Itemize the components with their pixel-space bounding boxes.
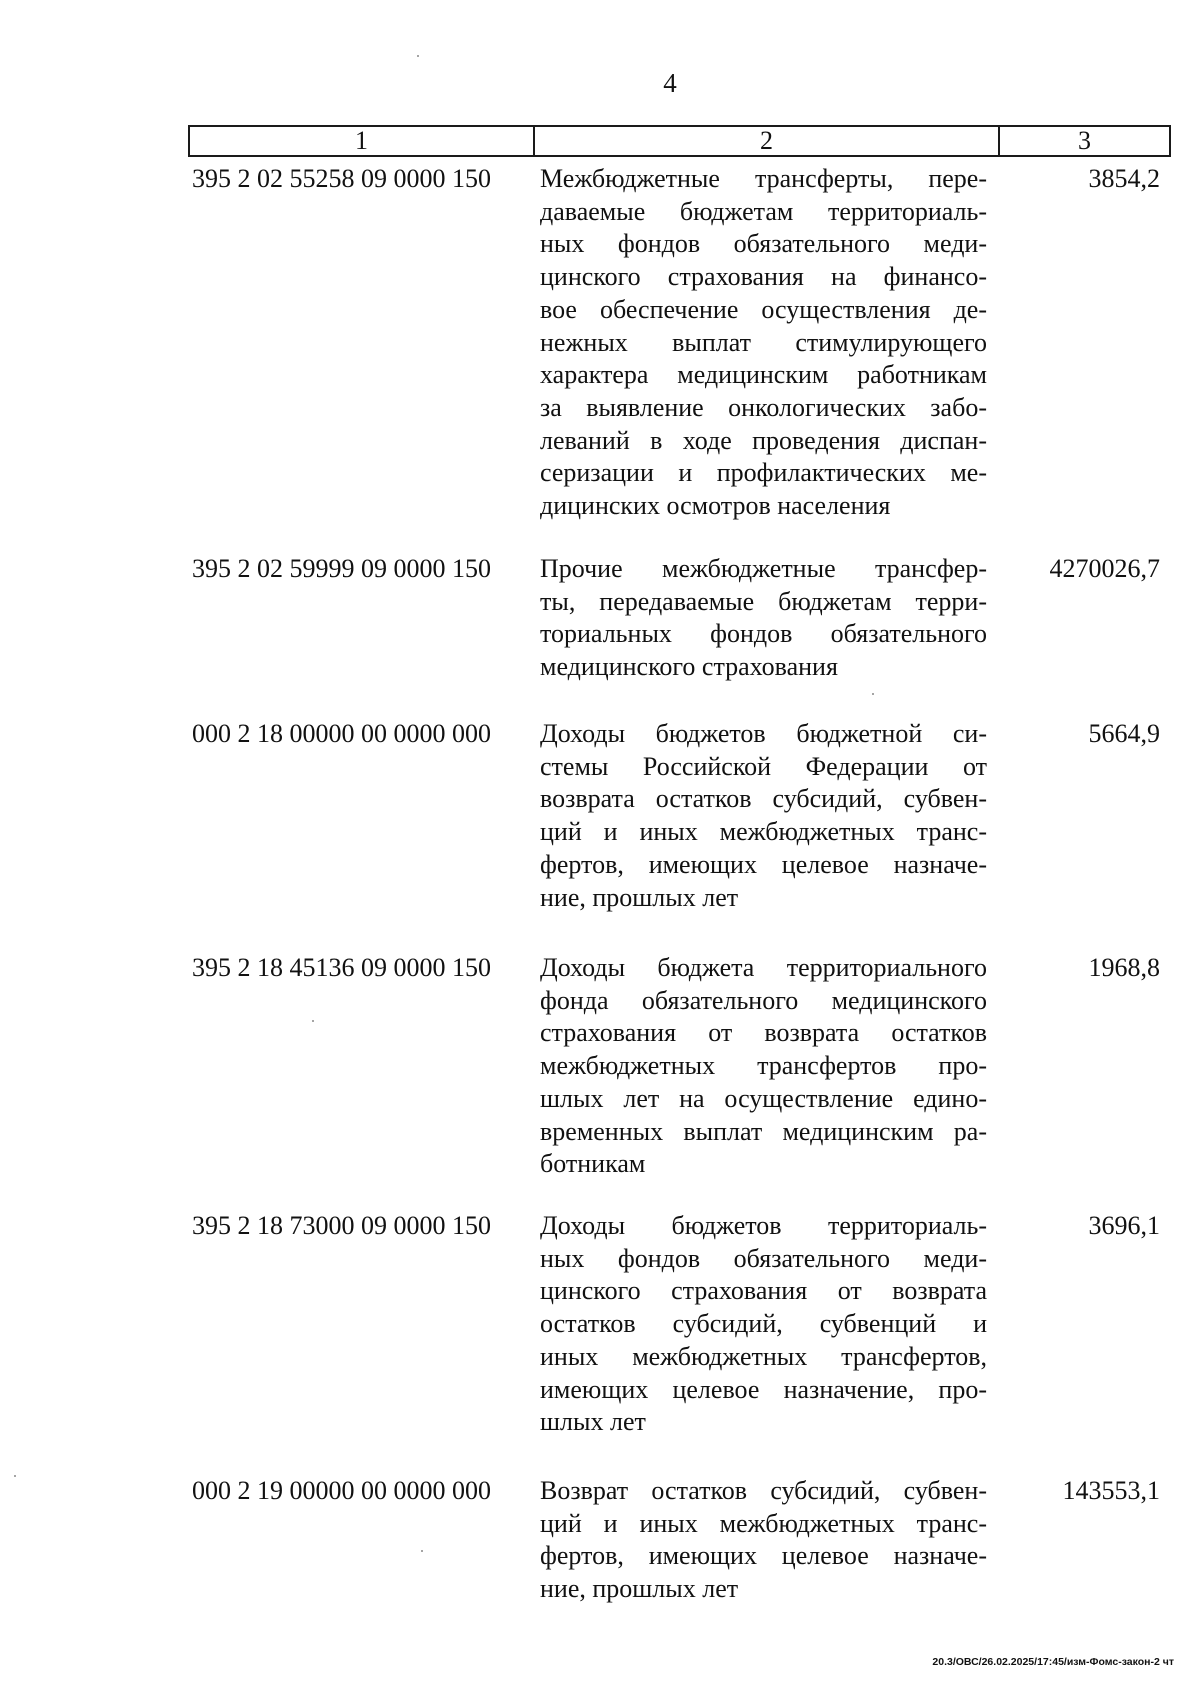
header-col-1: 1 — [190, 127, 535, 155]
description-line: фертов, имеющих целевое назначе- — [540, 1541, 987, 1571]
scan-speck — [417, 55, 419, 57]
footer-stamp: 20.3/ОВС/26.02.2025/17:45/изм-Фомс-закон-2 чт — [932, 1656, 1174, 1668]
budget-code: 395 2 18 73000 09 0000 150 — [192, 1211, 491, 1240]
scan-speck — [14, 1475, 16, 1477]
description-line: фонда обязательного медицинского — [540, 985, 987, 1015]
amount-value: 143553,1 — [1062, 1476, 1160, 1505]
description-line: серизации и профилактических ме- — [540, 458, 987, 488]
scan-speck — [872, 693, 874, 695]
description-line: имеющих целевое назначение, про- — [540, 1374, 987, 1404]
page-number: 4 — [663, 68, 677, 98]
budget-code: 395 2 02 59999 09 0000 150 — [192, 554, 491, 583]
description-line: ных фондов обязательного меди- — [540, 1243, 987, 1273]
description-line: Доходы бюджетов бюджетной си- — [540, 719, 987, 748]
description-line: ций и иных межбюджетных транс- — [540, 817, 987, 847]
description-line: возврата остатков субсидий, субвен- — [540, 784, 987, 814]
description-line: характера медицинским работникам — [540, 360, 987, 390]
budget-code: 395 2 18 45136 09 0000 150 — [192, 953, 491, 982]
description-line: Прочие межбюджетные трансфер- — [540, 554, 987, 583]
description-line: медицинского страхования — [540, 652, 838, 682]
description-line: цинского страхования на финансо- — [540, 262, 987, 292]
description-line: Доходы бюджета территориального — [540, 953, 987, 982]
description-line: ботникам — [540, 1149, 646, 1179]
amount-value: 1968,8 — [1088, 953, 1160, 982]
description-line: ние, прошлых лет — [540, 1574, 739, 1604]
amount-value: 4270026,7 — [1049, 554, 1160, 583]
income-description — [540, 952, 987, 1181]
description-line: нежных выплат стимулирующего — [540, 327, 987, 357]
description-line: ций и иных межбюджетных транс- — [540, 1508, 987, 1538]
description-line: Межбюджетные трансферты, пере- — [540, 164, 987, 193]
scan-speck — [312, 1020, 314, 1022]
description-line: цинского страхования от возврата — [540, 1276, 987, 1306]
description-line: за выявление онкологических забо- — [540, 392, 987, 422]
description-line: иных межбюджетных трансфертов, — [540, 1341, 987, 1371]
description-line: остатков субсидий, субвенций и — [540, 1309, 987, 1339]
header-col-3: 3 — [1078, 126, 1091, 155]
header-col-2: 2 — [535, 127, 1000, 155]
description-line: Доходы бюджетов территориаль- — [540, 1211, 987, 1240]
scan-speck — [421, 1550, 423, 1552]
income-description — [540, 1475, 987, 1606]
description-line: ты, передаваемые бюджетам терри- — [540, 586, 987, 616]
income-description — [540, 718, 987, 914]
description-line: межбюджетных трансфертов про- — [540, 1051, 987, 1081]
description-line: вое обеспечение осуществления де- — [540, 294, 987, 324]
description-line: стемы Российской Федерации от — [540, 751, 987, 781]
budget-code: 395 2 02 55258 09 0000 150 — [192, 164, 491, 193]
description-line: фертов, имеющих целевое назначе- — [540, 849, 987, 879]
description-line: ние, прошлых лет — [540, 882, 739, 912]
amount-value: 3696,1 — [1088, 1211, 1160, 1240]
description-line: дицинских осмотров населения — [540, 491, 891, 521]
table-header — [188, 125, 1171, 157]
description-line: леваний в ходе проведения диспан- — [540, 425, 987, 455]
budget-code: 000 2 19 00000 00 0000 000 — [192, 1476, 491, 1505]
income-description — [540, 553, 987, 684]
description-line: временных выплат медицинским ра- — [540, 1116, 987, 1146]
description-line: ториальных фондов обязательного — [540, 619, 987, 649]
description-line: даваемые бюджетам территориаль- — [540, 196, 987, 226]
income-description — [540, 1210, 987, 1439]
description-line: страхования от возврата остатков — [540, 1018, 987, 1048]
description-line: ных фондов обязательного меди- — [540, 229, 987, 259]
description-line: шлых лет на осуществление едино- — [540, 1083, 987, 1113]
budget-code: 000 2 18 00000 00 0000 000 — [192, 719, 491, 748]
description-line: шлых лет — [540, 1407, 646, 1437]
amount-value: 3854,2 — [1088, 164, 1160, 193]
income-description — [540, 163, 987, 523]
amount-value: 5664,9 — [1088, 719, 1160, 748]
description-line: Возврат остатков субсидий, субвен- — [540, 1476, 987, 1505]
